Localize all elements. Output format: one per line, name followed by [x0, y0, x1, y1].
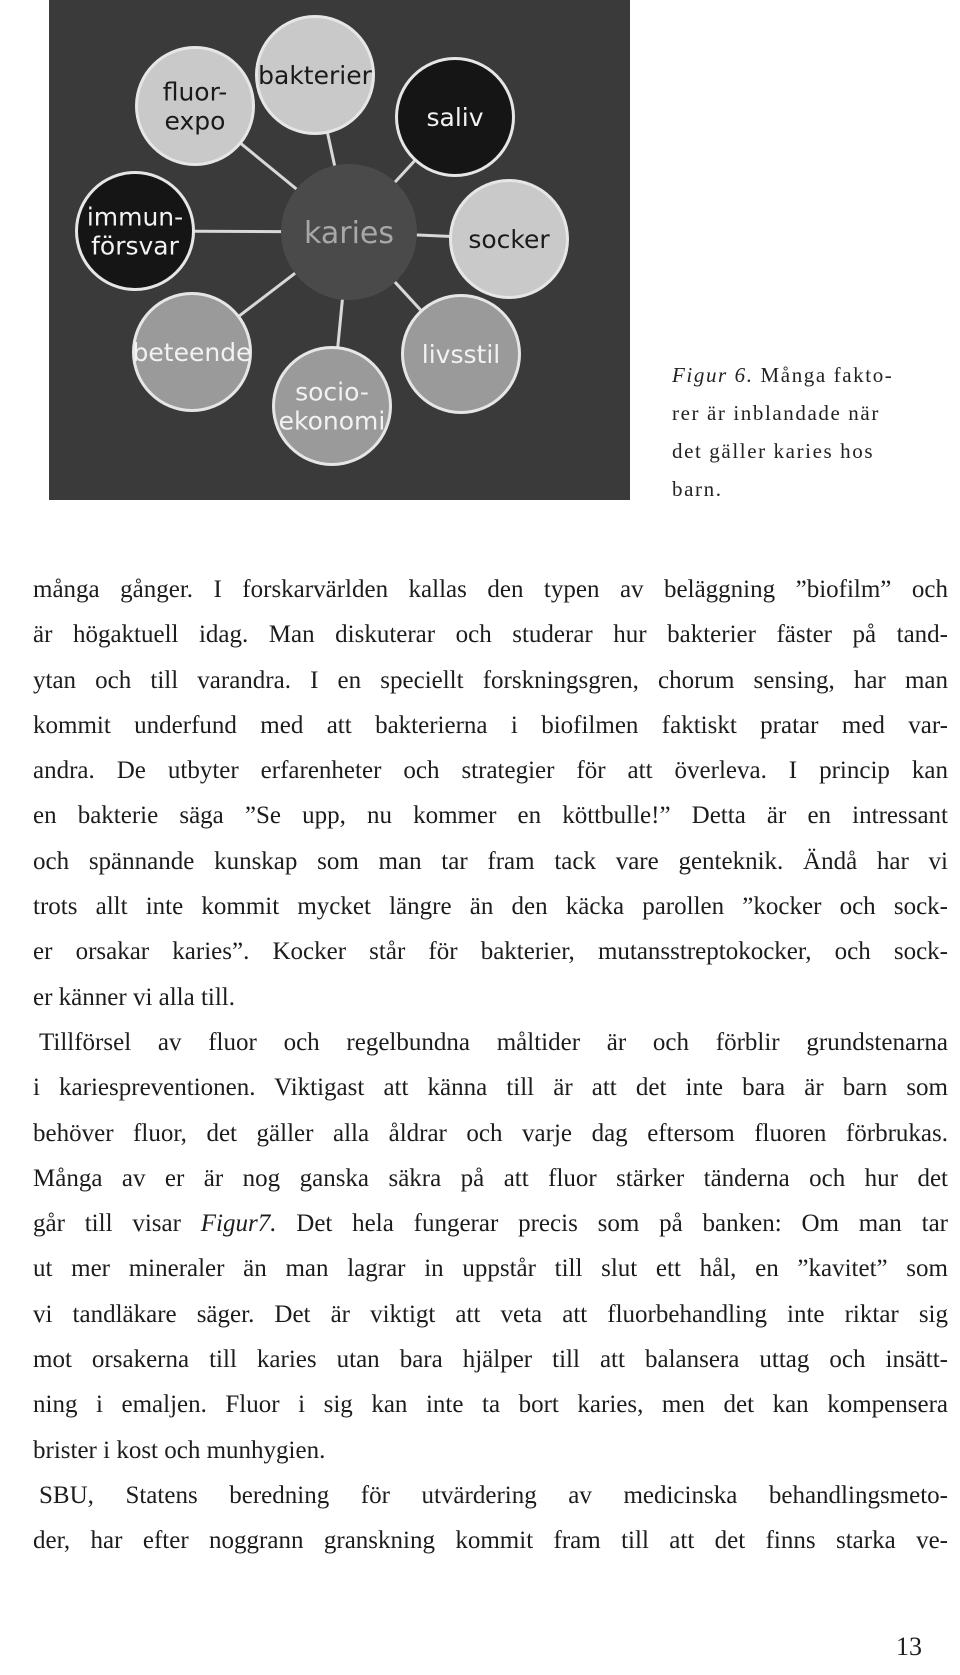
- body-line-with-figure-ref: [33, 1201, 948, 1246]
- body-line-part: Det hela fungerar precis som på banken: Om man tar: [276, 1210, 948, 1238]
- body-line: ytan och till varandra. I en speciellt forskningsgren, chorum sensing, har man: [33, 666, 948, 694]
- caption-line-3: det gäller karies hos: [672, 439, 875, 463]
- body-line: Många av er är nog ganska säkra på att fluor stärker tänderna och hur det: [33, 1164, 948, 1192]
- node-label: livsstil: [421, 340, 501, 369]
- body-line: andra. De utbyter erfarenheter och strategier för att överleva. I princip kan: [33, 757, 948, 785]
- node-fluorexpo: [135, 46, 255, 166]
- diagram-center: [281, 164, 417, 300]
- figure-caption: [672, 356, 922, 508]
- figure-reference: Figur7.: [200, 1210, 277, 1238]
- node-label: immun-: [86, 202, 184, 232]
- body-line: i kariespreventionen. Viktigast att känna till är att det inte bara är barn som: [33, 1074, 948, 1102]
- caption-figure-label: Figur 6.: [672, 363, 754, 387]
- caption-line-4: barn.: [672, 477, 723, 501]
- body-line: ning i emaljen. Fluor i sig kan inte ta bort karies, men det kan kompensera: [33, 1391, 948, 1419]
- body-line: är högaktuell idag. Man diskuterar och studerar hur bakterier fäster på tand-: [33, 621, 948, 649]
- node-beteende: [132, 292, 252, 412]
- body-line: ut mer mineraler än man lagrar in uppstår till slut ett hål, en ”kavitet” som: [33, 1255, 948, 1283]
- body-line: der, har efter noggrann granskning kommit fram till att det finns starka ve-: [33, 1527, 948, 1555]
- caption-line-1: [672, 356, 922, 394]
- body-text: [33, 567, 948, 1564]
- node-label: försvar: [91, 231, 179, 261]
- body-line: er orsakar karies”. Kocker står för bakterier, mutansstreptokocker, och sock-: [33, 938, 948, 966]
- body-line: många gånger. I forskarvärlden kallas den typen av beläggning ”biofilm” och: [33, 576, 948, 603]
- karies-diagram: [49, 0, 630, 500]
- node-bakterier: [255, 15, 375, 135]
- center-label: karies: [304, 216, 394, 251]
- body-line: behöver fluor, det gäller alla åldrar och varje dag eftersom fluoren förbrukas.: [33, 1119, 948, 1147]
- node-label: expo: [164, 106, 226, 136]
- node-immunforsvar: [75, 171, 195, 291]
- body-line: och spännande kunskap som man tar fram tack vare genteknik. Ändå har vi: [33, 847, 948, 875]
- body-line: mot orsakerna till karies utan bara hjälper till att balansera uttag och insätt-: [33, 1346, 948, 1374]
- node-socioekonomi: [272, 346, 392, 466]
- node-socker: [449, 179, 569, 299]
- node-label: saliv: [426, 103, 484, 132]
- node-livsstil: [401, 294, 521, 414]
- body-line: Tillförsel av fluor och regelbundna måltider är och förblir grundstenarna: [39, 1028, 948, 1056]
- body-line: SBU, Statens beredning för utvärdering av medicinska behandlingsmeto-: [39, 1481, 948, 1509]
- caption-text-1: Många fakto-: [760, 363, 894, 387]
- karies-factors-figure: [49, 0, 630, 500]
- node-label: bakterier: [258, 61, 372, 90]
- node-label: beteende: [132, 338, 252, 367]
- node-label: socio-: [295, 377, 369, 407]
- node-label: fluor-: [162, 77, 228, 107]
- body-line: vi tandläkare säger. Det är viktigt att veta att fluorbehandling inte riktar sig: [33, 1300, 948, 1328]
- node-label: socker: [468, 225, 550, 254]
- node-label: ekonomi: [278, 406, 386, 436]
- body-line: kommit underfund med att bakterierna i biofilmen faktiskt pratar med var-: [33, 711, 948, 739]
- page-number: 13: [896, 1632, 922, 1661]
- body-line-part: går till visar: [33, 1210, 201, 1238]
- node-saliv: [395, 57, 515, 177]
- body-line: er känner vi alla till.: [33, 983, 236, 1011]
- body-line: en bakterie säga ”Se upp, nu kommer en köttbulle!” Detta är en intressant: [33, 802, 948, 830]
- caption-line-2: rer är inblandade när: [672, 401, 880, 425]
- body-line: trots allt inte kommit mycket längre än den käcka parollen ”kocker och sock-: [33, 893, 948, 921]
- body-line: brister i kost och munhygien.: [33, 1436, 326, 1464]
